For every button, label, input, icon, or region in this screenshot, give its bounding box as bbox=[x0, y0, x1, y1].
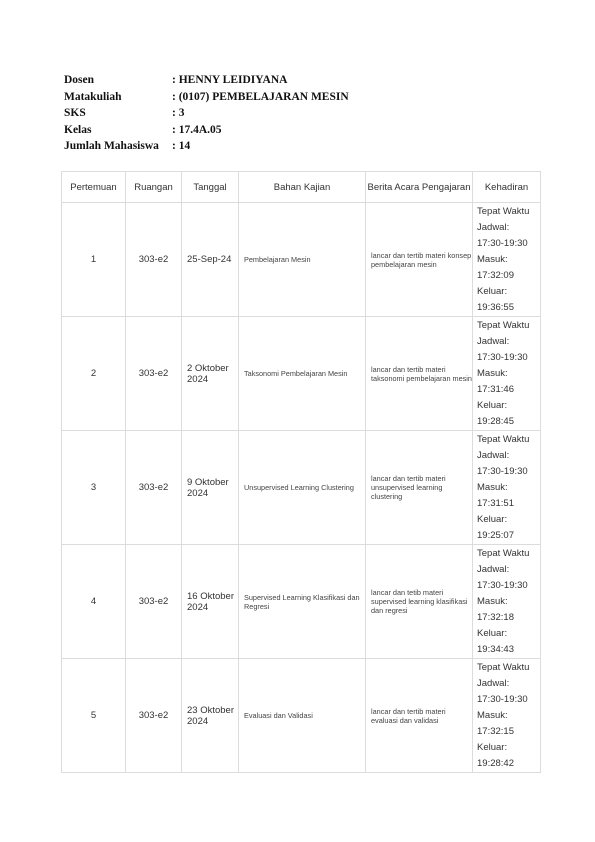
cell-tanggal: 2 Oktober 2024 bbox=[182, 317, 239, 431]
table-row bbox=[62, 659, 541, 773]
kehadiran-keluar: 19:34:43 bbox=[477, 644, 514, 655]
kehadiran-jadwal-label: Jadwal: bbox=[477, 450, 510, 461]
cell-bahan-kajian: Pembelajaran Mesin bbox=[239, 203, 366, 317]
cell-pertemuan: 5 bbox=[62, 659, 126, 773]
kehadiran-masuk: 17:32:18 bbox=[477, 612, 514, 623]
kehadiran-status: Tepat Waktu bbox=[477, 206, 530, 217]
cell-kehadiran bbox=[473, 431, 541, 545]
cell-pertemuan: 4 bbox=[62, 545, 126, 659]
info-label: Dosen bbox=[64, 74, 95, 86]
table-row bbox=[62, 545, 541, 659]
kehadiran-keluar: 19:28:45 bbox=[477, 416, 514, 427]
attendance-table bbox=[61, 171, 541, 773]
cell-berita-acara: lancar dan tertib materi konsep pembelajaran mesin bbox=[366, 203, 473, 317]
kehadiran-jadwal: 17:30-19:30 bbox=[477, 238, 528, 249]
kehadiran-jadwal-label: Jadwal: bbox=[477, 564, 510, 575]
info-row-jumlah-mahasiswa bbox=[64, 138, 349, 155]
info-label: Jumlah Mahasiswa bbox=[64, 140, 159, 152]
cell-ruangan: 303-e2 bbox=[126, 317, 182, 431]
kehadiran-keluar-label: Keluar: bbox=[477, 400, 508, 411]
cell-kehadiran bbox=[473, 203, 541, 317]
kehadiran-jadwal: 17:30-19:30 bbox=[477, 694, 528, 705]
cell-bahan-kajian: Supervised Learning Klasifikasi dan Regresi bbox=[239, 545, 366, 659]
cell-berita-acara: lancar dan tertib materi unsupervised learning clustering bbox=[366, 431, 473, 545]
info-value: : 3 bbox=[172, 107, 185, 119]
column-header-berita-acara: Berita Acara Pengajaran bbox=[366, 172, 473, 203]
kehadiran-jadwal: 17:30-19:30 bbox=[477, 580, 528, 591]
kehadiran-keluar-label: Keluar: bbox=[477, 628, 508, 639]
info-row-kelas bbox=[64, 122, 349, 139]
info-value: : HENNY LEIDIYANA bbox=[172, 74, 288, 86]
info-value: : (0107) PEMBELAJARAN MESIN bbox=[172, 90, 349, 103]
cell-kehadiran bbox=[473, 317, 541, 431]
cell-tanggal: 23 Oktober 2024 bbox=[182, 659, 239, 773]
cell-tanggal: 9 Oktober 2024 bbox=[182, 431, 239, 545]
cell-kehadiran bbox=[473, 659, 541, 773]
kehadiran-masuk-label: Masuk: bbox=[477, 254, 508, 265]
course-info bbox=[64, 72, 349, 155]
info-row-matakuliah bbox=[64, 89, 349, 106]
kehadiran-jadwal: 17:30-19:30 bbox=[477, 352, 528, 363]
column-header-pertemuan: Pertemuan bbox=[62, 172, 126, 203]
column-header-kehadiran: Kehadiran bbox=[473, 172, 541, 203]
cell-bahan-kajian: Evaluasi dan Validasi bbox=[239, 659, 366, 773]
cell-kehadiran bbox=[473, 545, 541, 659]
table-row bbox=[62, 431, 541, 545]
kehadiran-masuk: 17:32:15 bbox=[477, 726, 514, 737]
cell-ruangan: 303-e2 bbox=[126, 659, 182, 773]
kehadiran-keluar-label: Keluar: bbox=[477, 514, 508, 525]
kehadiran-jadwal: 17:30-19:30 bbox=[477, 466, 528, 477]
info-label: SKS bbox=[64, 107, 86, 119]
kehadiran-masuk: 17:31:51 bbox=[477, 498, 514, 509]
kehadiran-keluar: 19:28:42 bbox=[477, 758, 514, 769]
table-row bbox=[62, 317, 541, 431]
table-header-row bbox=[62, 172, 541, 203]
cell-berita-acara: lancar dan tertib materi taksonomi pembelajaran mesin bbox=[366, 317, 473, 431]
kehadiran-jadwal-label: Jadwal: bbox=[477, 336, 510, 347]
cell-berita-acara: lancar dan tetib materi supervised learning klasifikasi dan regresi bbox=[366, 545, 473, 659]
info-row-dosen bbox=[64, 72, 349, 89]
info-label: Kelas bbox=[64, 123, 92, 136]
kehadiran-keluar-label: Keluar: bbox=[477, 742, 508, 753]
cell-tanggal: 16 Oktober 2024 bbox=[182, 545, 239, 659]
kehadiran-status: Tepat Waktu bbox=[477, 434, 530, 445]
kehadiran-keluar: 19:36:55 bbox=[477, 302, 514, 313]
cell-tanggal: 25-Sep-24 bbox=[182, 203, 239, 317]
cell-pertemuan: 1 bbox=[62, 203, 126, 317]
kehadiran-masuk: 17:31:46 bbox=[477, 384, 514, 395]
cell-ruangan: 303-e2 bbox=[126, 203, 182, 317]
kehadiran-keluar-label: Keluar: bbox=[477, 286, 508, 297]
kehadiran-keluar: 19:25:07 bbox=[477, 530, 514, 541]
column-header-bahan-kajian: Bahan Kajian bbox=[239, 172, 366, 203]
info-label: Matakuliah bbox=[64, 90, 122, 103]
kehadiran-masuk-label: Masuk: bbox=[477, 482, 508, 493]
kehadiran-jadwal-label: Jadwal: bbox=[477, 678, 510, 689]
cell-ruangan: 303-e2 bbox=[126, 431, 182, 545]
cell-ruangan: 303-e2 bbox=[126, 545, 182, 659]
info-value: : 14 bbox=[172, 140, 191, 152]
table-row bbox=[62, 203, 541, 317]
kehadiran-status: Tepat Waktu bbox=[477, 662, 530, 673]
cell-pertemuan: 3 bbox=[62, 431, 126, 545]
cell-berita-acara: lancar dan tertib materi evaluasi dan validasi bbox=[366, 659, 473, 773]
cell-bahan-kajian: Taksonomi Pembelajaran Mesin bbox=[239, 317, 366, 431]
kehadiran-status: Tepat Waktu bbox=[477, 320, 530, 331]
kehadiran-masuk-label: Masuk: bbox=[477, 596, 508, 607]
kehadiran-masuk-label: Masuk: bbox=[477, 368, 508, 379]
kehadiran-masuk: 17:32:09 bbox=[477, 270, 514, 281]
kehadiran-masuk-label: Masuk: bbox=[477, 710, 508, 721]
cell-bahan-kajian: Unsupervised Learning Clustering bbox=[239, 431, 366, 545]
info-value: : 17.4A.05 bbox=[172, 123, 222, 136]
column-header-ruangan: Ruangan bbox=[126, 172, 182, 203]
kehadiran-jadwal-label: Jadwal: bbox=[477, 222, 510, 233]
kehadiran-status: Tepat Waktu bbox=[477, 548, 530, 559]
info-row-sks bbox=[64, 105, 349, 122]
cell-pertemuan: 2 bbox=[62, 317, 126, 431]
column-header-tanggal: Tanggal bbox=[182, 172, 239, 203]
